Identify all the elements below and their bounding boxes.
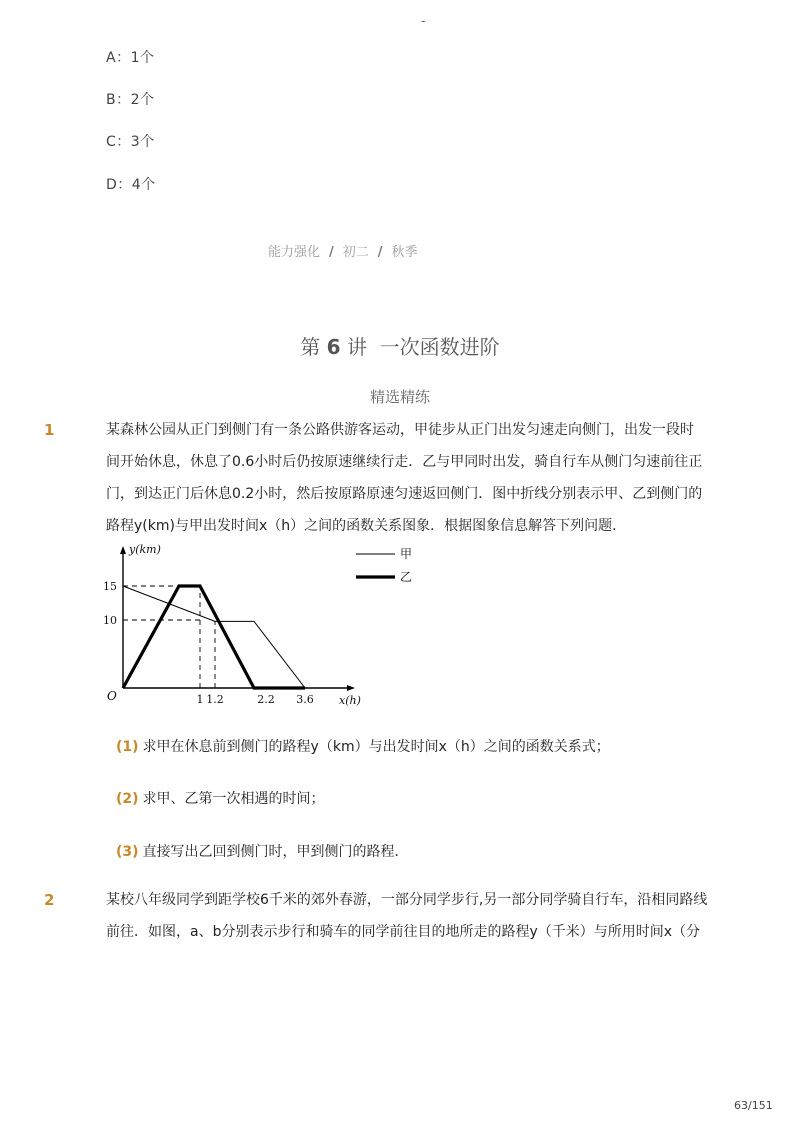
subquestion-1: (1) 求甲在休息前到侧门的路程y（km）与出发时间x（h）之间的函数关系式； — [116, 739, 610, 755]
subquestion-3: (3) 直接写出乙回到侧门时，甲到侧门的路程． — [116, 844, 409, 860]
lecture-title: 第 6 讲 一次函数进阶 — [300, 335, 500, 359]
question-number: 2 — [44, 891, 55, 909]
function-graph — [100, 538, 430, 718]
breadcrumb: 能力强化 / 初二 / 秋季 — [268, 245, 418, 260]
origin-label: O — [107, 689, 117, 703]
series-line-yi — [123, 586, 305, 688]
section-title: 精选精练 — [369, 388, 430, 406]
x-tick-label: 2.2 — [257, 693, 275, 706]
x-axis-arrow — [347, 685, 355, 691]
y-tick-label: 15 — [103, 580, 117, 593]
page-number: 63/151 — [734, 1099, 773, 1112]
y-axis-label: y(km) — [129, 543, 161, 556]
x-tick-label: 1.2 — [206, 693, 224, 706]
header-dash: - — [421, 14, 426, 28]
question-text: 某森林公园从正门到侧门有一条公路供游客运动，甲徒步从正门出发匀速走向侧门，出发一段时 间开始休息，休息了0.6小时后仍按原速继续行走．乙与甲同时出发，骑自行车从侧门匀速前往正 门，到达正门后休息0.2小时，然后按原路原速匀速返回侧门．图中折线分别表示甲、乙到侧门的 路程y(km)与甲出发时间x（h）之间的函数关系图象．根据图象信息解答下列问题． — [106, 422, 703, 534]
x-tick-label: 1 — [196, 693, 204, 706]
x-tick-label: 3.6 — [296, 693, 314, 706]
legend-label-yi: 乙 — [400, 570, 413, 584]
question-number: 1 — [44, 421, 55, 439]
y-tick-label: 10 — [103, 614, 117, 627]
option-a: A：1个 — [106, 50, 155, 66]
option-b: B：2个 — [106, 92, 155, 108]
legend-label-jia: 甲 — [400, 547, 413, 561]
subquestion-2: (2) 求甲、乙第一次相遇的时间； — [116, 791, 325, 807]
option-d: D：4个 — [106, 177, 156, 193]
option-c: C：3个 — [106, 134, 155, 150]
x-axis-label: x(h) — [339, 694, 361, 707]
question-text: 某校八年级同学到距学校6千米的郊外春游，一部分同学步行,另一部分同学骑自行车，沿相同路线 前往．如图，a、b分别表示步行和骑车的同学前往目的地所走的路程y（千米）与所用时间x（分 — [106, 892, 708, 940]
y-axis-arrow — [120, 546, 126, 554]
